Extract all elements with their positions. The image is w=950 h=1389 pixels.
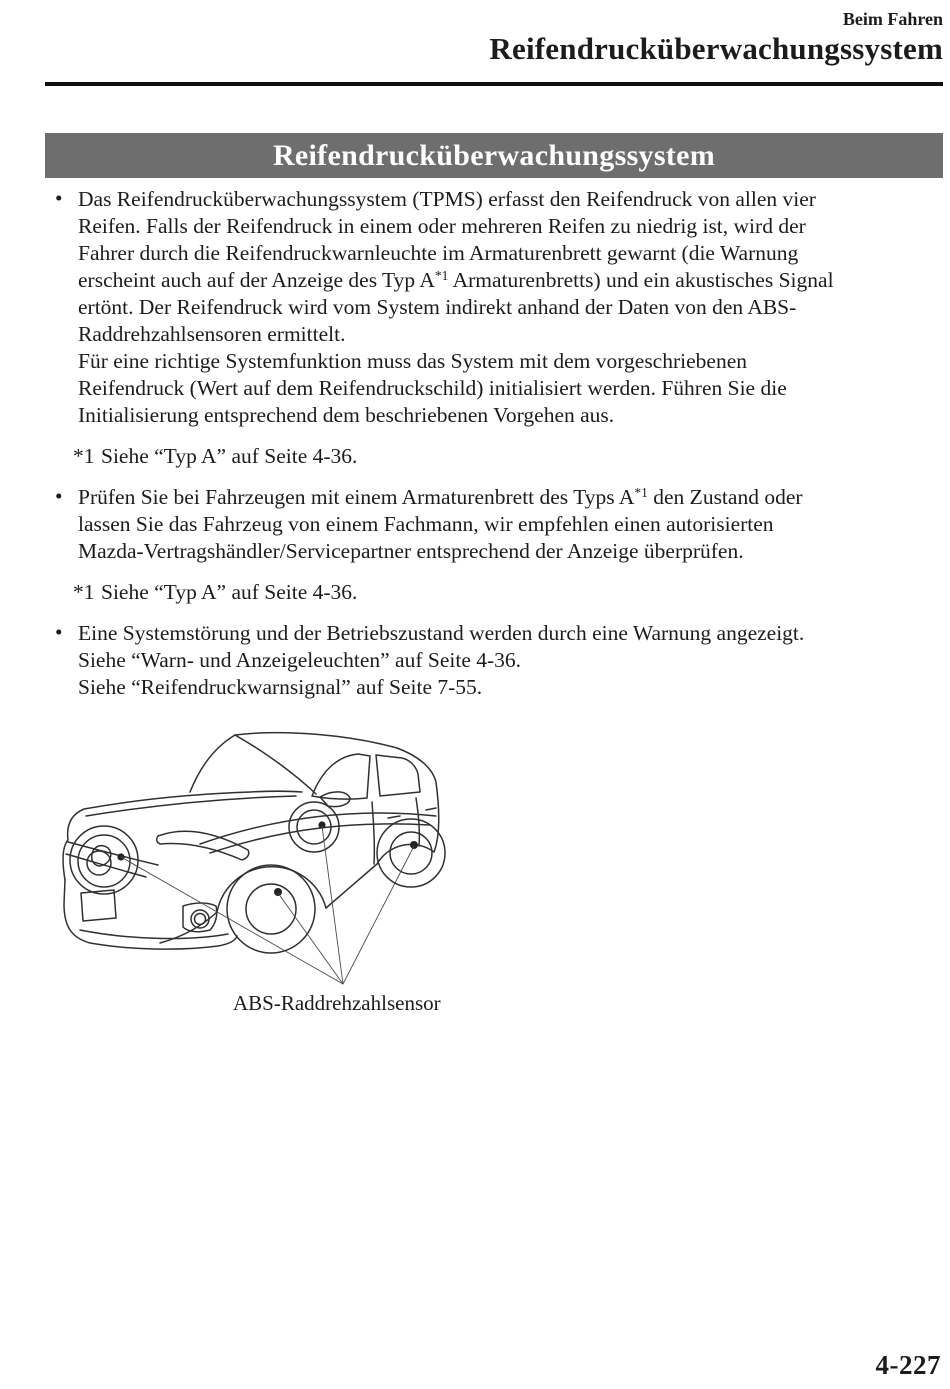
paragraph: [78, 348, 943, 429]
body-line: Siehe “Reifendruckwarnsignal” auf Seite 7-55.: [78, 675, 483, 699]
abs-sensor-dot-rear-left: [410, 841, 418, 849]
footnote-text: Siehe “Typ A” auf Seite 4-36.: [101, 444, 358, 468]
abs-sensor-dot-front-left: [274, 888, 282, 896]
footnote-text: Siehe “Typ A” auf Seite 4-36.: [101, 580, 358, 604]
paragraph: [78, 484, 943, 565]
callout-line-rear-left: [343, 846, 414, 984]
paragraph: [78, 620, 943, 701]
page-number: 4-227: [875, 1350, 941, 1380]
body-line: Initialisierung entsprechend dem beschriebenen Vorgehen aus.: [78, 403, 615, 427]
car-illustration: [50, 712, 470, 990]
body-line: Fahrer durch die Reifendruckwarnleuchte im Armaturenbrett gewarnt (die Warnung: [78, 241, 799, 265]
figure-label: ABS-Raddrehzahlsensor: [233, 991, 441, 1015]
body-line: Eine Systemstörung und der Betriebszustand werden durch eine Warnung angezeigt.: [78, 621, 805, 645]
body-line: Reifendruck (Wert auf dem Reifendruckschild) initialisiert werden. Führen Sie die: [78, 376, 787, 400]
bullet-marker: •: [55, 186, 63, 210]
body-line: Siehe “Warn- und Anzeigeleuchten” auf Seite 4-36.: [78, 648, 522, 672]
callout-line-front-left: [278, 893, 343, 984]
page-header: [45, 9, 943, 66]
body-line: Reifen. Falls der Reifendruck in einem oder mehreren Reifen zu niedrig ist, wird der: [78, 214, 806, 238]
footnote: [73, 579, 943, 606]
car-figure: [50, 712, 470, 1024]
section-kicker: Beim Fahren: [842, 9, 943, 29]
footnote-reference: *1: [634, 485, 648, 500]
section-banner-title: Reifendrucküberwachungssystem: [272, 139, 716, 172]
line-segment: Prüfen Sie bei Fahrzeugen mit einem Armaturenbrett des Typs A: [78, 485, 635, 509]
line-segment: Armaturenbretts) und ein akustisches Signal: [448, 268, 834, 292]
footnote-marker: *1: [73, 444, 95, 468]
body-line: lassen Sie das Fahrzeug von einem Fachmann, wir empfehlen einen autorisierten: [78, 512, 774, 536]
body-line: Das Reifendrucküberwachungssystem (TPMS) erfasst den Reifendruck von allen vier: [78, 187, 816, 211]
paragraph: [78, 186, 943, 348]
body-line: [78, 267, 943, 294]
footnote-marker: *1: [73, 580, 95, 604]
body-line: Für eine richtige Systemfunktion muss das System mit dem vorgeschriebenen: [78, 349, 747, 373]
line-segment: erscheint auch auf der Anzeige des Typ A: [78, 268, 435, 292]
bullet-marker: •: [55, 620, 63, 644]
bullet-item: [45, 620, 943, 701]
section-banner: [45, 133, 943, 178]
body-line: Raddrehzahlsensoren ermittelt.: [78, 322, 346, 346]
footnote: [73, 443, 943, 470]
callout-line-front-right: [121, 857, 343, 984]
body-content: [45, 186, 943, 701]
wheel-front-right: [70, 826, 138, 894]
page-header-title: Reifendrucküberwachungssystem: [489, 31, 943, 66]
header-rule-divider: [45, 82, 943, 86]
wheel-front-left: [227, 865, 315, 953]
line-segment: den Zustand oder: [647, 485, 803, 509]
bullet-item: [45, 484, 943, 565]
body-line: Mazda-Vertragshändler/Servicepartner entsprechend der Anzeige überprüfen.: [78, 539, 744, 563]
body-line: [78, 484, 943, 511]
footnote-reference: *1: [434, 268, 449, 283]
bullet-marker: •: [55, 484, 63, 508]
bullet-item: [45, 186, 943, 429]
body-line: ertönt. Der Reifendruck wird vom System indirekt anhand der Daten von den ABS-: [78, 295, 797, 319]
